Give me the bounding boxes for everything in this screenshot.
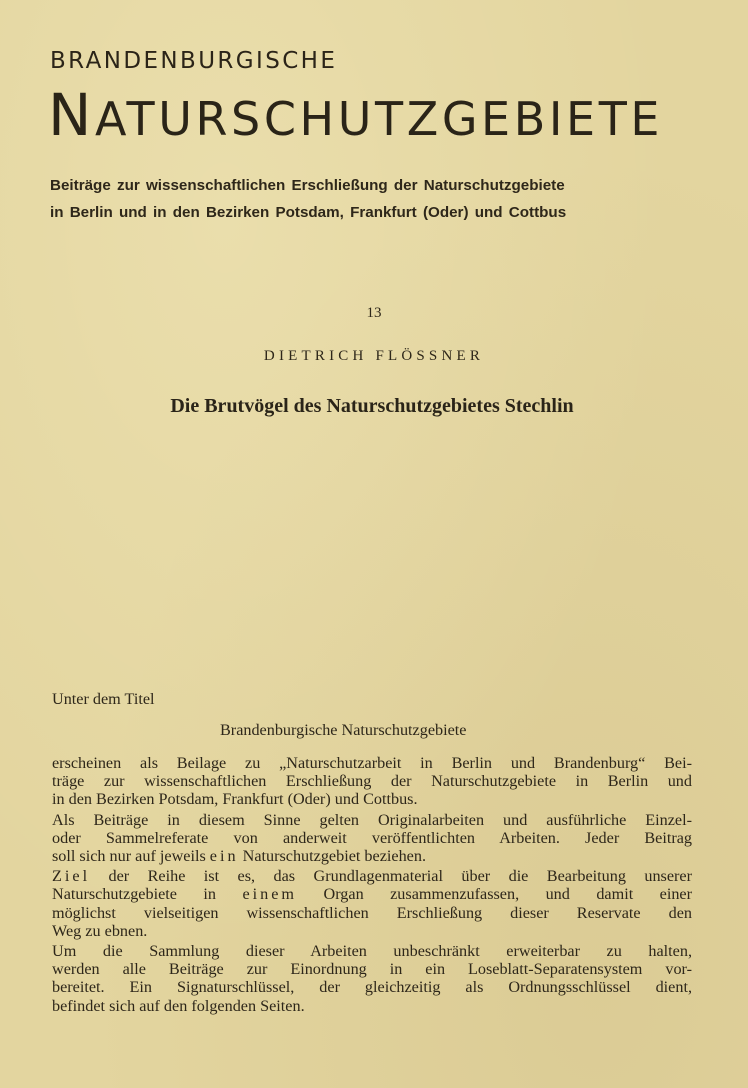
series-subtitle-line: Beiträge zur wissenschaftlichen Erschließung der Naturschutzgebiete	[50, 177, 565, 194]
emphasis-text: ein	[209, 847, 239, 866]
paragraph	[52, 754, 692, 809]
intro-text: Unter dem Titel	[52, 690, 155, 708]
work-title: Die Brutvögel des Naturschutzgebietes Stechlin	[170, 395, 574, 417]
series-title-initial: N	[48, 81, 95, 149]
text-line: träge zur wissenschaftlichen Erschließung der Naturschutzgebiete in Berlin und	[52, 772, 692, 791]
text-fragment: Naturschutzgebiet beziehen.	[242, 847, 426, 866]
text-line	[52, 867, 692, 885]
paragraph	[52, 867, 692, 940]
text-line	[52, 885, 692, 903]
text-fragment: soll sich nur auf jeweils	[52, 847, 206, 866]
text-line: möglichst vielseitigen wissenschaftlichen Erschließung dieser Reservate den	[52, 903, 692, 922]
text-fragment: Naturschutzgebiete in	[52, 885, 216, 904]
author-name: DIETRICH FLÖSSNER	[263, 348, 485, 364]
text-line: Um die Sammlung dieser Arbeiten unbeschränkt erweiterbar zu halten,	[52, 942, 692, 961]
text-fragment: Organ zusammenzufassen, und damit einer	[323, 885, 692, 904]
text-line: in den Bezirken Potsdam, Frankfurt (Oder) und Cottbus.	[52, 790, 418, 809]
text-line: Weg zu ebnen.	[52, 921, 148, 940]
text-line: bereitet. Ein Signaturschlüssel, der gleichzeitig als Ordnungsschlüssel dient,	[52, 978, 692, 997]
text-line: werden alle Beiträge zur Einordnung in ein Loseblatt-Separatensystem vor-	[52, 960, 692, 979]
series-title	[48, 81, 664, 149]
text-line: erscheinen als Beilage zu „Naturschutzarbeit in Berlin und Brandenburg“ Bei-	[52, 754, 692, 772]
paragraph	[52, 942, 692, 1015]
text-line: befindet sich auf den folgenden Seiten.	[52, 996, 305, 1015]
text-line: oder Sammelreferate von anderweit veröffentlichten Arbeiten. Jeder Beitrag	[52, 828, 692, 847]
text-fragment: der Reihe ist es, das Grundlagenmaterial über die Bearbeitung unserer	[108, 867, 692, 886]
series-subtitle	[50, 172, 710, 226]
series-title-rest: ATURSCHUTZGEBIETE	[95, 92, 664, 146]
series-subtitle-line: in Berlin und in den Bezirken Potsdam, Frankfurt (Oder) und Cottbus	[50, 204, 567, 221]
body-text	[52, 754, 692, 1017]
series-label: BRANDENBURGISCHE	[50, 48, 338, 74]
emphasis-text: einem	[242, 885, 298, 904]
issue-number: 13	[366, 305, 382, 321]
emphasis-text: Ziel	[52, 867, 91, 886]
paragraph	[52, 811, 692, 866]
text-line: Als Beiträge in diesem Sinne gelten Originalarbeiten und ausführliche Einzel-	[52, 810, 692, 829]
text-line	[52, 847, 692, 865]
series-name: Brandenburgische Naturschutzgebiete	[220, 721, 467, 739]
